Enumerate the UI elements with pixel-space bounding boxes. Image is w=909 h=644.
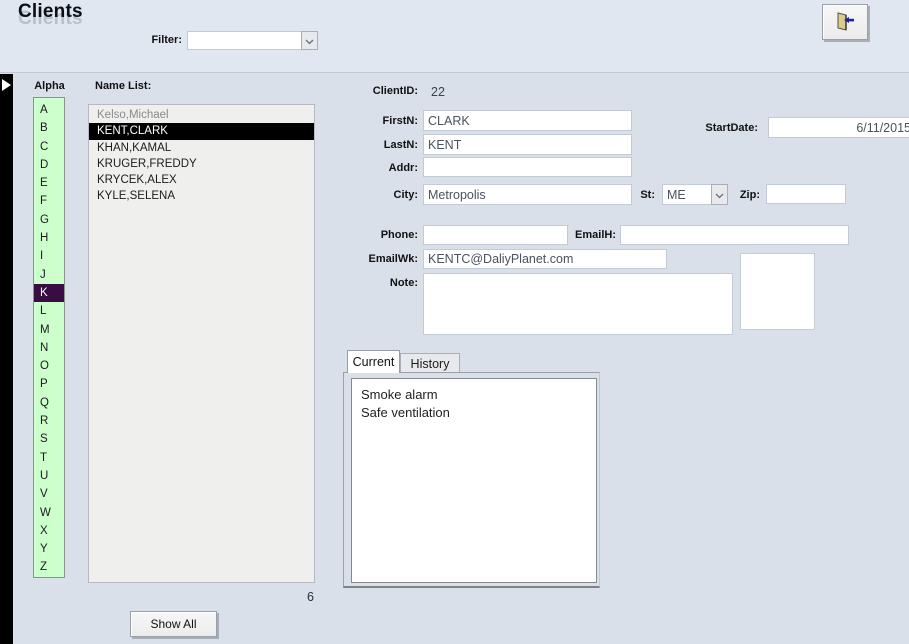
alpha-letter[interactable]: L [40,305,47,318]
alpha-letter[interactable]: T [40,451,48,464]
tab-current[interactable]: Current [347,350,400,373]
alpha-letter[interactable]: Q [40,396,49,409]
list-item[interactable]: Smoke alarm [361,387,438,402]
page-title: Clients [18,1,83,22]
exit-form-button[interactable] [822,4,868,40]
record-count: 6 [307,590,314,604]
emailh-label: EmailH: [575,229,616,241]
alpha-letter[interactable]: O [40,360,49,373]
alpha-letter[interactable]: M [40,323,50,336]
right-triangle-marker [2,79,11,91]
startdate-field[interactable] [768,117,909,138]
emailwk-label: EmailWk: [368,253,418,265]
alpha-letter[interactable]: G [40,213,49,226]
phone-field[interactable] [423,225,568,245]
lastn-label: LastN: [383,139,418,151]
alpha-letter[interactable]: B [40,122,48,135]
list-item[interactable]: KRUGER,FREDDY [97,157,197,170]
alpha-letter-selected[interactable]: K [34,284,64,302]
city-field[interactable] [423,184,632,205]
name-list-label: Name List: [95,80,152,92]
current-items-listbox[interactable] [351,378,597,583]
emailwk-field[interactable] [423,249,667,269]
alpha-letter[interactable]: N [40,341,49,354]
firstn-field[interactable] [423,110,632,131]
tab-history[interactable]: History [400,353,460,373]
exit-door-icon [833,9,857,36]
alpha-letter[interactable]: X [40,524,48,537]
alpha-letter[interactable]: J [40,268,46,281]
phone-label: Phone: [380,229,418,241]
alpha-letter[interactable]: S [40,433,48,446]
form-header [0,0,909,73]
note-field[interactable] [423,273,733,335]
state-label: St: [640,189,655,201]
list-item[interactable]: Kelso,Michael [97,109,169,121]
state-input[interactable] [662,184,711,205]
alpha-letter[interactable]: A [40,104,48,116]
show-all-button[interactable]: Show All [130,611,217,637]
alpha-letter[interactable]: E [40,177,48,190]
alpha-letter[interactable]: I [40,250,44,263]
alpha-letter[interactable]: W [40,506,51,519]
alpha-letter[interactable]: H [40,232,49,245]
alpha-letter[interactable]: F [40,195,48,208]
lastn-field[interactable] [423,134,632,155]
alpha-filter-strip [33,97,65,578]
list-item[interactable]: KYLE,SELENA [97,190,175,203]
chevron-down-icon [305,32,314,50]
alpha-letter[interactable]: D [40,158,49,171]
alpha-letter[interactable]: U [40,469,49,482]
alpha-letter[interactable]: V [40,488,48,501]
alpha-letter[interactable]: P [40,378,48,391]
record-selector-bar[interactable] [0,74,13,644]
alpha-label: Alpha [34,80,65,92]
filter-combobox[interactable] [187,31,318,50]
clientid-label: ClientID: [372,85,418,97]
list-item[interactable]: KRYCEK,ALEX [97,174,177,187]
zip-label: Zip: [739,189,760,201]
startdate-label: StartDate: [705,122,758,134]
alpha-letter[interactable]: C [40,140,49,153]
list-item[interactable]: Safe ventilation [361,404,450,420]
photo-placeholder-frame [740,253,815,330]
list-item[interactable]: KHAN,KAMAL [97,141,172,154]
state-combobox[interactable] [662,184,728,205]
alpha-letter[interactable]: Z [40,561,48,574]
firstn-label: FirstN: [382,115,418,127]
filter-dropdown-button[interactable] [301,31,318,50]
list-item-selected[interactable]: KENT,CLARK [89,123,314,139]
chevron-down-icon [715,186,724,204]
zip-field[interactable] [766,184,846,204]
tab-page-current [343,372,600,588]
clientid-value: 22 [431,85,445,99]
alpha-letter[interactable]: R [40,415,49,428]
name-listbox [88,104,315,583]
alpha-letter[interactable]: Y [40,543,48,556]
emailh-field[interactable] [620,225,849,245]
filter-label: Filter: [151,34,182,46]
addr-label: Addr: [388,162,418,174]
addr-field[interactable] [423,157,632,177]
note-label: Note: [389,277,418,289]
city-label: City: [393,189,418,201]
filter-input[interactable] [187,31,301,50]
